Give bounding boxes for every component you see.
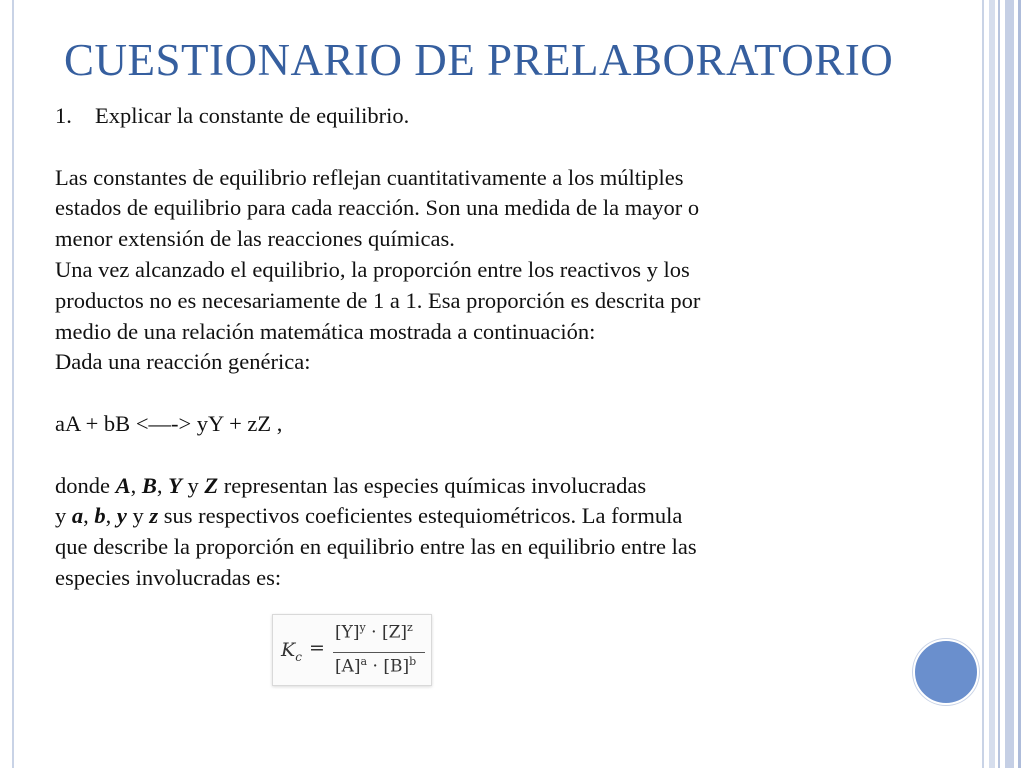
paragraph-line: Las constantes de equilibrio reflejan cuantitativamente a los múltiples bbox=[55, 164, 684, 190]
question-number: 1. bbox=[55, 103, 72, 128]
species-y: Y bbox=[168, 472, 182, 498]
formula-lhs: $K_c$ bbox=[281, 639, 302, 664]
question-text: Explicar la constante de equilibrio. bbox=[95, 103, 410, 128]
coef-y: y bbox=[116, 503, 127, 529]
border-stripe bbox=[989, 0, 995, 768]
slide-body bbox=[55, 101, 925, 594]
formula-denominator: $[A]^a \cdot [B]^b$ bbox=[335, 655, 417, 677]
formula-equals: = bbox=[309, 637, 325, 659]
border-stripe bbox=[1005, 0, 1014, 768]
right-decorative-border bbox=[978, 0, 1024, 768]
formula-numerator: $[Y]^y \cdot [Z]^z$ bbox=[335, 621, 413, 643]
coef-b: b bbox=[94, 503, 106, 529]
reaction-equation: aA + bB <—-> yY + zZ , bbox=[55, 410, 283, 436]
left-decorative-border bbox=[0, 0, 14, 768]
species-b: B bbox=[141, 472, 157, 498]
border-stripe bbox=[1018, 0, 1021, 768]
paragraph-line: Una vez alcanzado el equilibrio, la proporción entre los reactivos y los bbox=[55, 256, 690, 282]
border-stripe bbox=[982, 0, 984, 768]
paragraph-line: medio de una relación matemática mostrada a continuación: bbox=[55, 318, 596, 344]
coefficients-description-line: y a, b, y y z sus respectivos coeficientes estequiométricos. La formula bbox=[55, 503, 683, 529]
paragraph-line: productos no es necesariamente de 1 a 1. Esa proporción es descrita por bbox=[55, 287, 701, 313]
species-z: Z bbox=[204, 472, 219, 498]
equilibrium-constant-formula bbox=[272, 614, 432, 686]
paragraph-line: especies involucradas es: bbox=[55, 564, 282, 590]
species-a: A bbox=[115, 472, 131, 498]
question-item bbox=[55, 101, 925, 132]
species-description-line: donde A, B, Y y Z representan las especies químicas involucradas bbox=[55, 472, 647, 498]
paragraph-line: que describe la proporción en equilibrio entre las en equilibrio entre las bbox=[55, 534, 697, 560]
coef-z: z bbox=[149, 503, 159, 529]
decorative-circle bbox=[913, 639, 979, 705]
paragraph-line: menor extensión de las reacciones químicas. bbox=[55, 226, 455, 252]
paragraph-line: estados de equilibrio para cada reacción. Son una medida de la mayor o bbox=[55, 195, 700, 221]
border-stripe bbox=[998, 0, 1000, 768]
generic-reaction-intro: Dada una reacción genérica: bbox=[55, 349, 311, 375]
coef-a: a bbox=[71, 503, 84, 529]
fraction-bar bbox=[333, 652, 425, 653]
slide-title: CUESTIONARIO DE PRELABORATORIO bbox=[64, 35, 894, 85]
